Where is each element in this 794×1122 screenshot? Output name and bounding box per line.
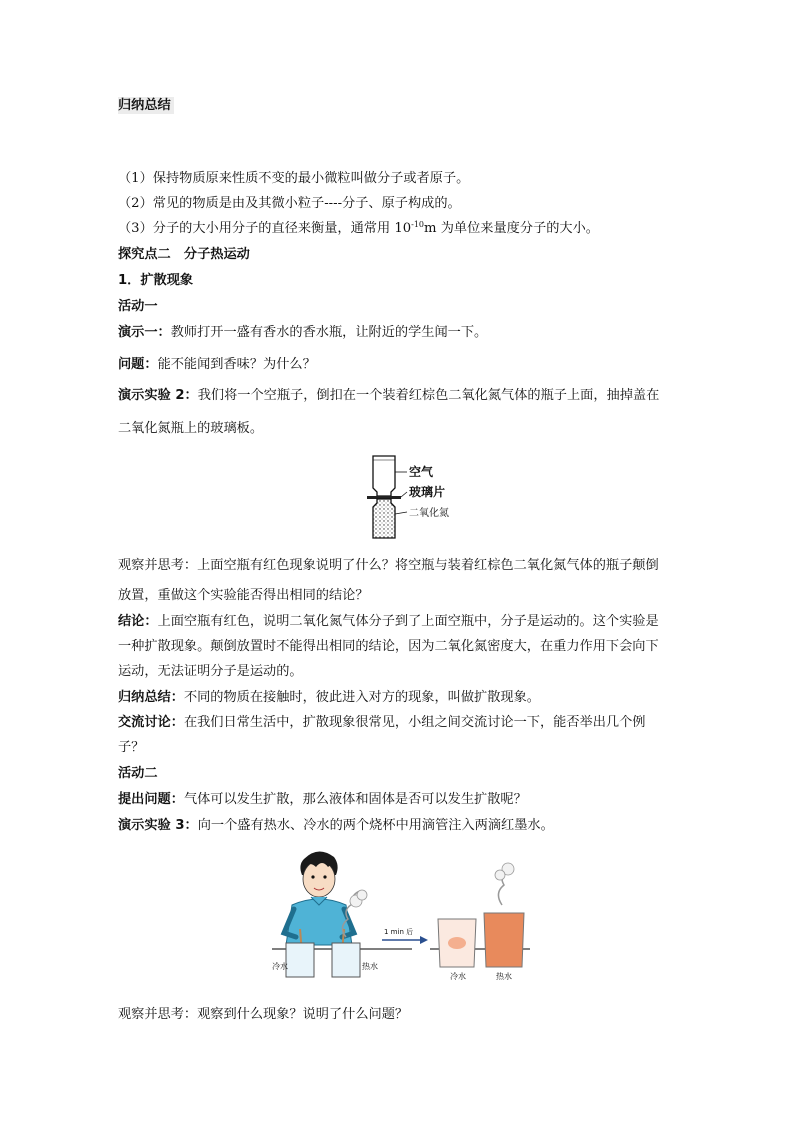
figure-ink-diffusion	[262, 845, 532, 985]
student-figure-icon	[284, 851, 354, 953]
discussion-line1: 交流讨论：在我们日常生活中，扩散现象很常见，小组之间交流讨论一下，能否举出几个例	[118, 715, 646, 730]
question-2: 提出问题：气体可以发生扩散，那么液体和固体是否可以发生扩散呢？	[118, 792, 527, 807]
discussion-line2: 子？	[118, 740, 145, 755]
label-cold-water-right: 冷水	[450, 972, 466, 981]
demo-3: 演示实验 3：向一个盛有热水、冷水的两个烧杯中用滴管注入两滴红墨水。	[118, 818, 554, 833]
figure-no2-bottles	[355, 452, 475, 542]
ink-diffusion-diagram	[262, 845, 532, 985]
demo-2: 演示实验 2：我们将一个空瓶子，倒扣在一个装着红棕色二氧化氮气体的瓶子上面，抽掉盖在	[118, 388, 660, 403]
observe-1-line1: 观察并思考：上面空瓶有红色现象说明了什么？将空瓶与装着红棕色二氧化氮气体的瓶子颠倒	[118, 558, 659, 573]
label-air: 空气	[409, 465, 434, 479]
no2-bottle-icon	[373, 499, 395, 538]
summary-item-1: （1）保持物质原来性质不变的最小微粒叫做分子或者原子。	[118, 171, 470, 186]
time-arrow-icon	[382, 936, 428, 944]
empty-bottle-icon	[373, 456, 395, 496]
conclusion-line1: 结论：上面空瓶有红色，说明二氧化氮气体分子到了上面空瓶中，分子是运动的。这个实验是	[118, 614, 659, 629]
hot-water-beaker-after-icon	[484, 863, 524, 967]
question-1: 问题：能不能闻到香味？为什么？	[118, 357, 316, 372]
cold-water-beaker-icon	[286, 943, 314, 977]
label-hot-water-right: 热水	[496, 972, 512, 981]
heading-summary: 归纳总结	[118, 97, 174, 115]
observe-1-line2: 放置，重做这个实验能否得出相同的结论？	[118, 588, 369, 603]
summary-item-3: （3）分子的大小用分子的直径来衡量，通常用 $10^{-10}m$ 为单位来量度分子的大小。	[118, 220, 599, 236]
cold-water-beaker-after-icon	[438, 919, 476, 967]
conclusion-line3: 运动，无法证明分子是运动的。	[118, 664, 303, 679]
observe-2: 观察并思考：观察到什么现象？说明了什么问题？	[118, 1007, 409, 1022]
no2-bottles-diagram	[355, 452, 475, 542]
activity-2-title: 活动二	[118, 766, 158, 781]
summary-definition: 归纳总结：不同的物质在接触时，彼此进入对方的现象，叫做扩散现象。	[118, 690, 540, 705]
summary-item-2: （2）常见的物质是由及其微小粒子----分子、原子构成的。	[118, 196, 461, 211]
activity-1-title: 活动一	[118, 299, 158, 314]
label-one-minute-later: 1 min 后	[384, 928, 414, 936]
demo-1: 演示一：教师打开一盛有香水的香水瓶，让附近的学生闻一下。	[118, 325, 488, 340]
demo-2-line2: 二氧化氮瓶上的玻璃板。	[118, 421, 264, 436]
section-title: 探究点二 分子热运动	[118, 247, 250, 262]
sub-title: 1．扩散现象	[118, 273, 194, 288]
label-no2: 二氧化氮	[409, 508, 449, 519]
conclusion-line2: 一种扩散现象。颠倒放置时不能得出相同的结论，因为二氧化氮密度大，在重力作用下会向下	[118, 639, 659, 654]
label-cold-water-left: 冷水	[272, 962, 288, 971]
label-glass-plate: 玻璃片	[409, 485, 446, 499]
label-hot-water-left: 热水	[362, 962, 378, 971]
